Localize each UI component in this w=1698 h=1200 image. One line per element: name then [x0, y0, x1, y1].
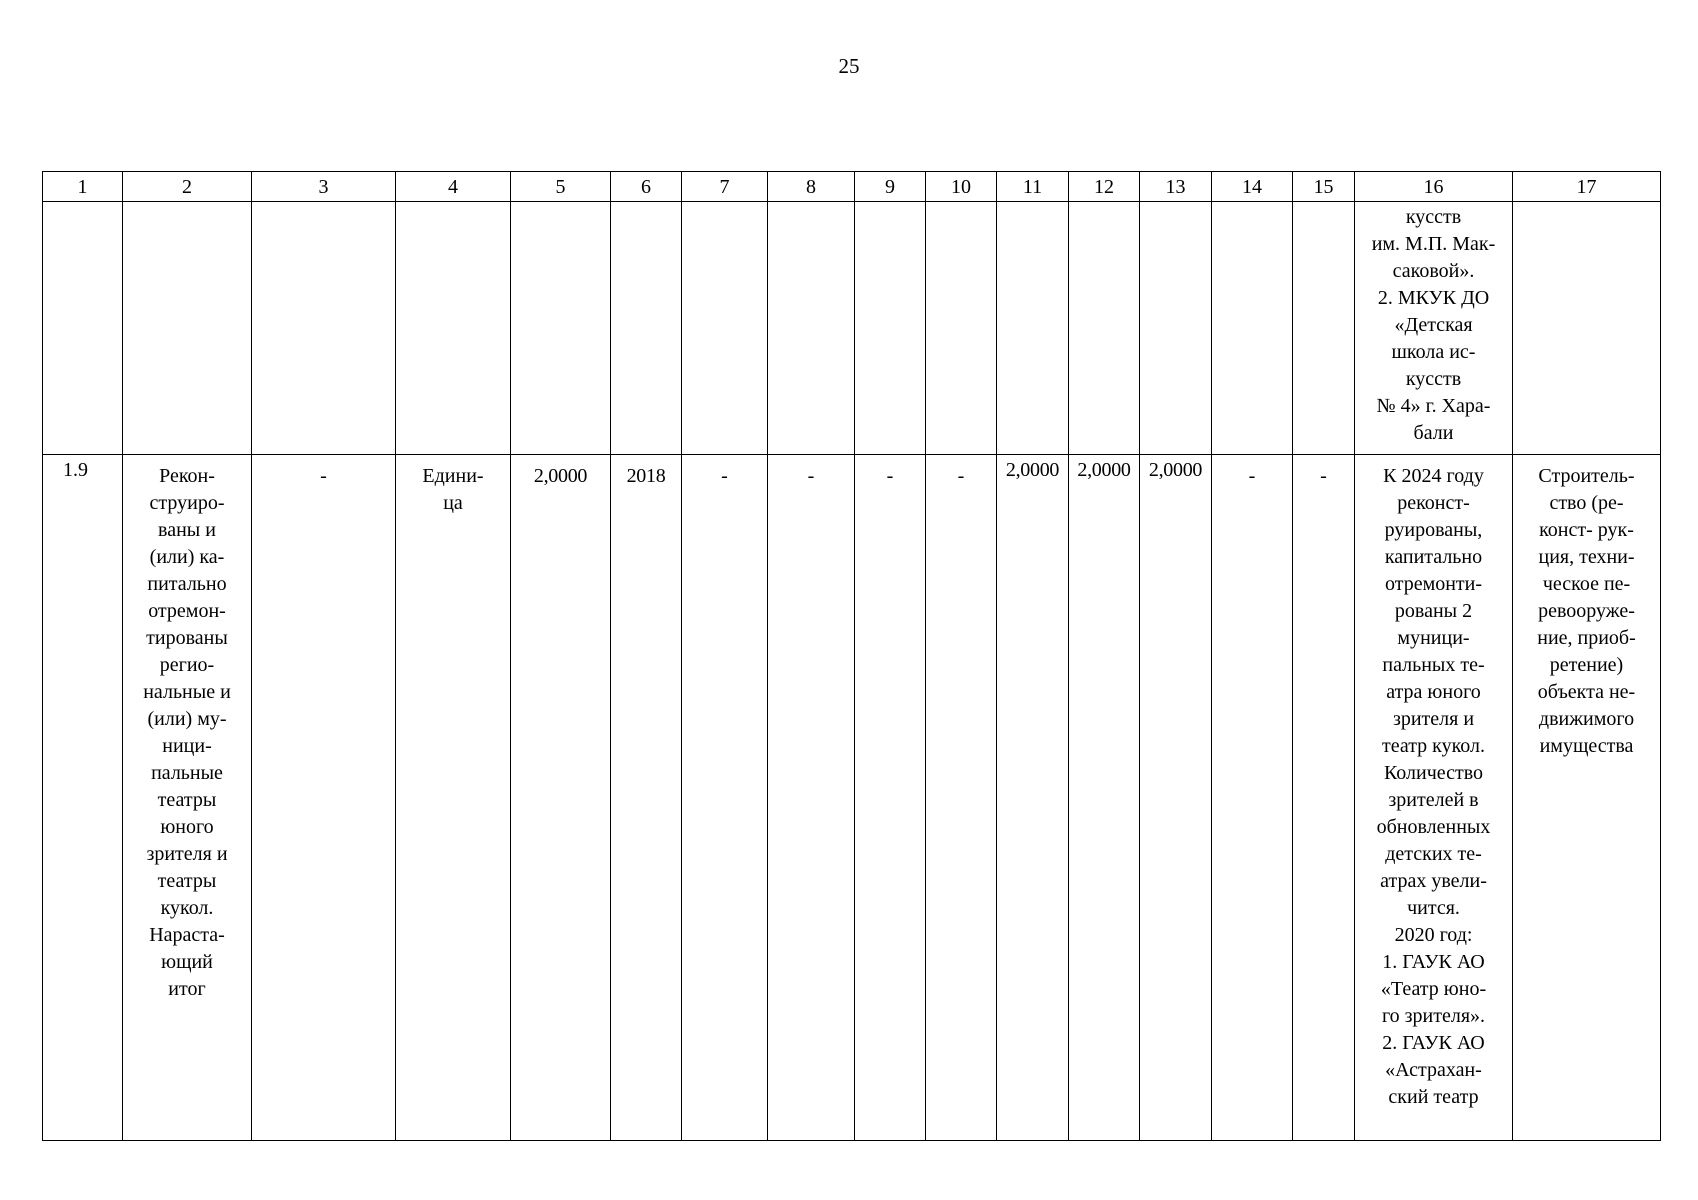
- cell-col13: 2,0000: [1140, 455, 1212, 1141]
- header-cell-11: 11: [997, 172, 1069, 202]
- header-cell-8: 8: [768, 172, 855, 202]
- header-cell-17: 17: [1513, 172, 1661, 202]
- cell-col8: -: [768, 455, 855, 1141]
- header-cell-14: 14: [1212, 172, 1293, 202]
- cell-col10: -: [926, 455, 997, 1141]
- table-row-continuation: [43, 202, 1661, 455]
- cell-col7: -: [682, 455, 768, 1141]
- cont-cell-14: [1212, 202, 1293, 455]
- header-cell-3: 3: [252, 172, 396, 202]
- header-cell-10: 10: [926, 172, 997, 202]
- cell-indicator-name: Рекон- струиро- ваны и (или) ка- питально отремон- тированы регио- нальные и (или) му- ници- пальные театры юного зрителя и театры кукол. Нараста- ющий итог: [123, 455, 252, 1141]
- cont-cell-1: [43, 202, 123, 455]
- cont-cell-10: [926, 202, 997, 455]
- cont-cell-17: [1513, 202, 1661, 455]
- header-cell-4: 4: [396, 172, 511, 202]
- header-cell-16: 16: [1355, 172, 1513, 202]
- header-cell-7: 7: [682, 172, 768, 202]
- cell-col11: 2,0000: [997, 455, 1069, 1141]
- header-cell-6: 6: [611, 172, 682, 202]
- cont-cell-9: [855, 202, 926, 455]
- cont-cell-15: [1293, 202, 1355, 455]
- cell-col12: 2,0000: [1069, 455, 1140, 1141]
- header-cell-13: 13: [1140, 172, 1212, 202]
- header-row: [43, 172, 1661, 202]
- cell-result-description: К 2024 году реконст- руированы, капитально отремонти- рованы 2 муници- пальных те- атра юного зрителя и театр кукол. Количество зрителей в обновленных детских те- атрах увели- чится. 2020 год: 1. ГАУК АО «Театр юно- го зрителя». 2. ГАУК АО «Астрахан- ский театр: [1355, 455, 1513, 1141]
- page-number: 25: [838, 54, 860, 78]
- cell-measure-type: Строитель- ство (ре- конст- рук- ция, техни- ческое пе- ревооруже- ние, приоб- ретение) объекта не- движимого имущества: [1513, 455, 1661, 1141]
- executors-continuation-text: кусств им. М.П. Мак- саковой». 2. МКУК ДО «Детская школа ис- кусств № 4» г. Хара- бали: [1371, 206, 1496, 444]
- cont-cell-12: [1069, 202, 1140, 455]
- cell-col3: -: [252, 455, 396, 1141]
- cell-col14: -: [1212, 455, 1293, 1141]
- cell-unit: Едини- ца: [396, 455, 511, 1141]
- cell-row-number: 1.9: [43, 455, 123, 1141]
- cell-col9: -: [855, 455, 926, 1141]
- cont-cell-4: [396, 202, 511, 455]
- header-cell-2: 2: [123, 172, 252, 202]
- cell-col5: 2,0000: [511, 455, 611, 1141]
- cell-col15: -: [1293, 455, 1355, 1141]
- cont-cell-6: [611, 202, 682, 455]
- cont-cell-13: [1140, 202, 1212, 455]
- header-cell-15: 15: [1293, 172, 1355, 202]
- cont-cell-2: [123, 202, 252, 455]
- cont-cell-5: [511, 202, 611, 455]
- cont-cell-11: [997, 202, 1069, 455]
- cont-cell-16: [1355, 202, 1513, 455]
- header-cell-9: 9: [855, 172, 926, 202]
- cont-cell-3: [252, 202, 396, 455]
- table-row-1-9: [43, 455, 1661, 1141]
- header-cell-5: 5: [511, 172, 611, 202]
- cont-cell-8: [768, 202, 855, 455]
- data-table: [42, 171, 1661, 1141]
- header-cell-12: 12: [1069, 172, 1140, 202]
- header-cell-1: 1: [43, 172, 123, 202]
- cell-col6: 2018: [611, 455, 682, 1141]
- cont-cell-7: [682, 202, 768, 455]
